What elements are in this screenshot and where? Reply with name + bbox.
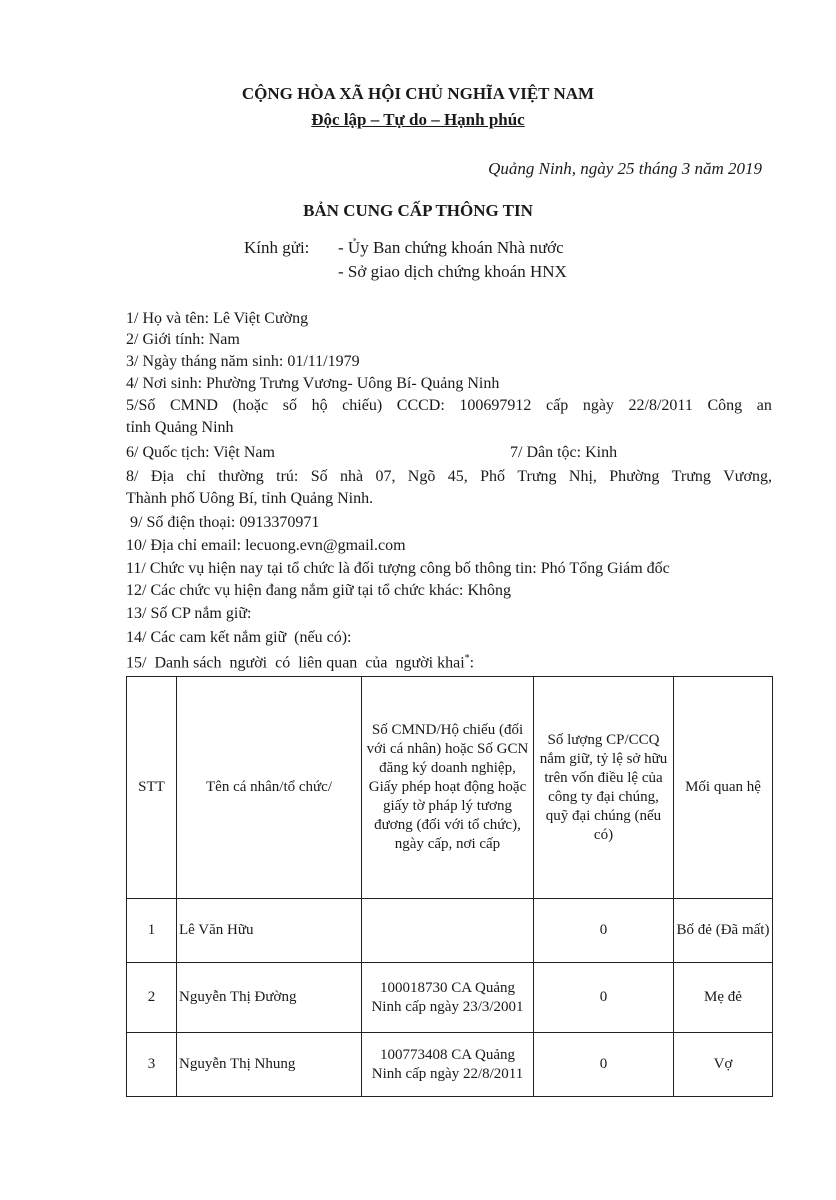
field-gender: 2/ Giới tính: Nam	[126, 331, 240, 348]
field-ethnicity: 7/ Dân tộc: Kinh	[510, 444, 618, 461]
address-line-word: Trưng	[671, 468, 711, 485]
row-shares: 0	[534, 899, 674, 963]
address-line-word: Địa	[150, 468, 174, 485]
field-related-persons-label: 15/ Danh sách người có liên quan của người khai	[126, 654, 465, 672]
row-id: 100018730 CA Quảng Ninh cấp ngày 23/3/2001	[362, 963, 534, 1033]
field-phone: 9/ Số điện thoại: 0913370971	[126, 514, 320, 531]
address-line-word: 45,	[447, 468, 468, 485]
nation-title: CỘNG HÒA XÃ HỘI CHỦ NGHĨA VIỆT NAM	[241, 84, 595, 103]
address-line-word: nhà	[339, 468, 364, 485]
id-line-word: an	[756, 397, 772, 414]
row-name: Nguyễn Thị Nhung	[177, 1033, 362, 1097]
row-id: 100773408 CA Quảng Ninh cấp ngày 22/8/2011	[362, 1033, 534, 1097]
table-header-row	[127, 677, 773, 899]
id-line-word: 100697912	[459, 397, 532, 414]
field-nationality: 6/ Quốc tịch: Việt Nam	[126, 444, 275, 461]
id-line-word: 5/Số	[126, 397, 156, 414]
address-line-word: 8/	[126, 468, 139, 485]
id-line-word: (hoặc	[232, 397, 269, 414]
id-line-word: CMND	[169, 397, 218, 414]
address-line-word: 07,	[375, 468, 396, 485]
table-row	[127, 1033, 773, 1097]
id-line-word: Công	[707, 397, 743, 414]
field-address-line1	[126, 468, 772, 486]
address-line-word: Phường	[609, 468, 660, 485]
row-stt: 2	[127, 963, 177, 1033]
row-relation: Mẹ đẻ	[674, 963, 773, 1033]
header-id: Số CMND/Hộ chiếu (đối với cá nhân) hoặc Số GCN đăng ký doanh nghiệp, Giấy phép hoạt động hoặc giấy tờ pháp lý tương đương (đối với tổ chức), ngày cấp, nơi cấp	[362, 677, 534, 899]
address-line-word: thường	[218, 468, 264, 485]
place-date: Quảng Ninh, ngày 25 tháng 3 năm 2019	[488, 159, 762, 178]
table-row	[127, 899, 773, 963]
field-address-line2: Thành phố Uông Bí, tỉnh Quảng Ninh.	[126, 490, 374, 507]
id-line-word: CCCD:	[396, 397, 445, 414]
row-id	[362, 899, 534, 963]
row-relation: Vợ	[674, 1033, 773, 1097]
footnote-mark: *	[464, 653, 470, 664]
field-id-number-line1	[126, 397, 772, 415]
address-line-word: Số	[310, 468, 328, 485]
field-related-persons-colon: :	[469, 654, 475, 672]
to-label: Kính gửi:	[244, 238, 310, 257]
row-stt: 3	[127, 1033, 177, 1097]
address-line-word: Nhị,	[568, 468, 597, 485]
field-related-persons	[126, 653, 474, 672]
address-line-word: chỉ	[186, 468, 206, 485]
row-shares: 0	[534, 1033, 674, 1097]
field-commitments: 14/ Các cam kết nắm giữ (nếu có):	[126, 629, 352, 646]
field-shares-held: 13/ Số CP nắm giữ:	[126, 605, 252, 622]
address-line-word: Phố	[480, 468, 505, 485]
address-line-word: trú:	[276, 468, 299, 485]
related-persons-table	[126, 676, 773, 1097]
field-birthplace: 4/ Nơi sinh: Phường Trưng Vương- Uông Bí- Quảng Ninh	[126, 375, 500, 392]
recipient-1: - Ủy Ban chứng khoán Nhà nước	[338, 238, 564, 257]
address-line-word: Vương,	[723, 468, 772, 485]
address-line-word: Ngõ	[407, 468, 436, 485]
header-name: Tên cá nhân/tổ chức/	[177, 677, 362, 899]
header-shares: Số lượng CP/CCQ nắm giữ, tỷ lệ sở hữu trên vốn điều lệ của công ty đại chúng, quỹ đại chúng (nếu có)	[534, 677, 674, 899]
row-shares: 0	[534, 963, 674, 1033]
row-relation: Bố đẻ (Đã mất)	[674, 899, 773, 963]
id-line-word: hộ	[311, 397, 328, 414]
field-position: 11/ Chức vụ hiện nay tại tổ chức là đối tượng công bố thông tin: Phó Tổng Giám đốc	[126, 560, 670, 577]
header-relation: Mối quan hệ	[674, 677, 773, 899]
field-birthdate: 3/ Ngày tháng năm sinh: 01/11/1979	[126, 353, 360, 370]
motto: Độc lập – Tự do – Hạnh phúc	[311, 110, 525, 129]
field-id-number-line2: tỉnh Quảng Ninh	[126, 419, 234, 436]
field-other-positions: 12/ Các chức vụ hiện đang nắm giữ tại tổ chức khác: Không	[126, 582, 512, 599]
header-stt: STT	[127, 677, 177, 899]
recipient-2: - Sở giao dịch chứng khoán HNX	[338, 262, 567, 281]
id-line-word: cấp	[546, 397, 569, 414]
id-line-word: chiếu)	[342, 397, 383, 414]
document-title: BẢN CUNG CẤP THÔNG TIN	[303, 201, 533, 220]
field-email: 10/ Địa chỉ email: lecuong.evn@gmail.com	[126, 537, 406, 554]
id-line-word: số	[282, 397, 297, 414]
address-line-word: Trưng	[517, 468, 557, 485]
table-row	[127, 963, 773, 1033]
row-stt: 1	[127, 899, 177, 963]
field-name: 1/ Họ và tên: Lê Việt Cường	[126, 310, 309, 327]
row-name: Lê Văn Hữu	[177, 899, 362, 963]
row-name: Nguyễn Thị Đường	[177, 963, 362, 1033]
id-line-word: ngày	[582, 397, 614, 414]
id-line-word: 22/8/2011	[628, 397, 693, 414]
